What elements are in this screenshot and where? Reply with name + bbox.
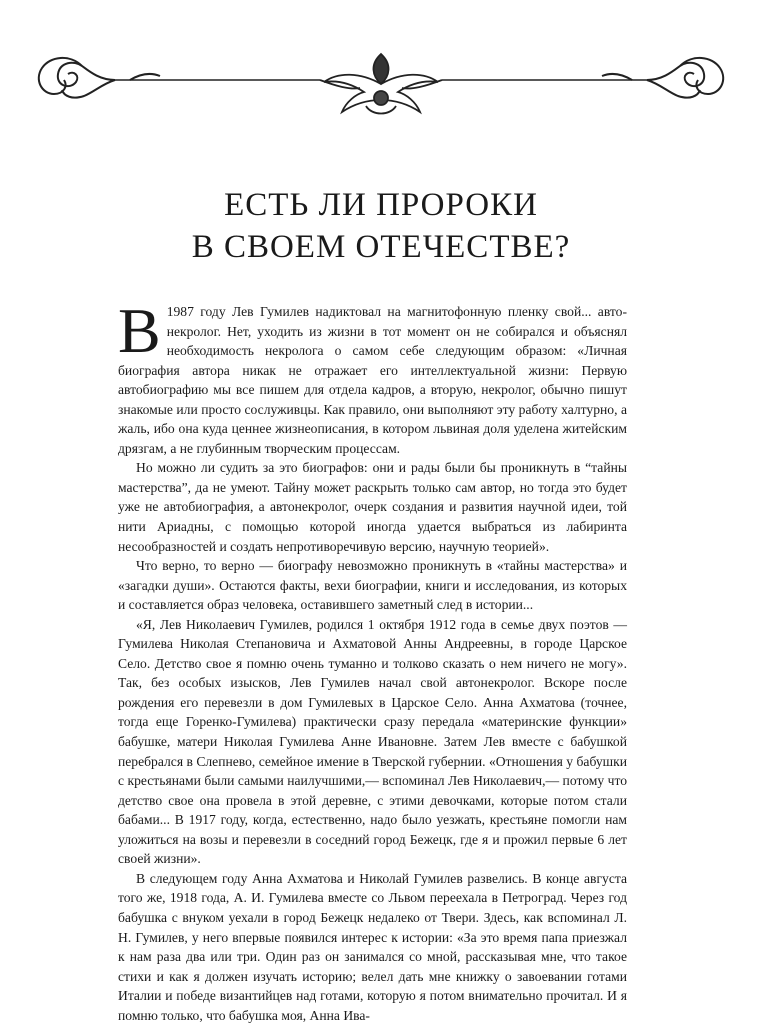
paragraph-3: Что верно, то верно — биографу невозможно проникнуть в «тайны мастерства» и «загадки души». Остаются факты, вехи биографии, книги и исследования, из которых и составляется образ человека, оставившего заметный след в истории...	[118, 558, 627, 613]
left-scroll-ornament	[39, 58, 160, 98]
drop-cap: В	[118, 295, 161, 366]
decorative-ornament-header	[20, 50, 742, 120]
paragraph-5: В следующем году Анна Ахматова и Николай Гумилев развелись. В конце августа того же, 1918 года, А. И. Гумилева вместе со Львом переехала в Петроград. Через год бабушка с внуком уехали в город Бежецк недалеко от Твери. Здесь, как вспоминал Л. Н. Гумилев, у него впервые появился интерес к истории: «За это время папа приезжал к нам раза два или три. Один раз он занимался со мной, рассказывая мне, что такое стихи и как я должен изучать историю; велел дать мне книжку о завоевании готами Италии и победе византийцев над готами, которую я потом внимательно прочитал. И я помню только, что бабушка моя, Анна Ива-	[118, 870, 627, 1023]
center-acanthus-ornament	[320, 54, 442, 114]
paragraph-4: «Я, Лев Николаевич Гумилев, родился 1 октября 1912 года в семье двух поэтов — Гумилева Николая Степановича и Ахматовой Анны Андреевны, в городе Царское Село. Детство свое я помню очень туманно и толково сказать о нем ничего не могу». Так, без особых изысков, Лев Гумилев начал свой автонекролог. Вскоре после рождения его перевезли в дом Гумилевых в Царское Село. Анна Ахматова (точнее, тогда еще Горенко-Гумилева) практически сразу передала «материнские функции» бабушке, матери Николая Гумилева Анне Ивановне. Затем Лев вместе с бабушкой перебрался в Слепнево, семейное имение в Тверской губернии. «Отношения у бабушки с крестьянами были самыми наилучшими,— вспоминал Лев Николаевич,— потому что детство свое она провела в этой деревне, с этими девочками, которые потом стали бабами... В 1917 году, когда, естественно, надо было уезжать, крестьяне помогли нам уложиться на возы и перевезли в соседний город Бежецк, где я и прожил первые 6 лет своей жизни».	[118, 616, 627, 867]
article-body	[118, 295, 627, 1025]
paragraph-2: Но можно ли судить за это биографов: они и рады были бы проникнуть в “тайны мастерства”, да не умеют. Тайну может раскрыть только сам автор, но тогда это будет уже не автобиография, а автонекролог, очерк создания и развития научной идеи, той нити Ариадны, с помощью которой иногда удается выбраться из лабиринта несообразностей и создать непротиворечивую версию, научную теорией».	[118, 460, 627, 554]
chapter-title-line-2: В СВОЕМ ОТЕЧЕСТВЕ?	[191, 229, 571, 265]
chapter-title	[0, 184, 762, 268]
paragraph-1: В 1987 году Лев Гумилев надиктовал на магнитофонную пленку свой... авто-некролог. Нет, уходить из жизни в тот момент он не собирался и объяснял необходимость некролога о самом себе следующим образом: «Личная биография автора никак не отражает его интеллектуальной жизни: Первую автобиографию мы все пишем для отдела кадров, а вторую, некролог, обычно пишут знакомые или просто сослуживцы. Как правило, они выполняют эту работу халтурно, а жаль, ибо она куда ценнее жизнеописания, в котором львиная доля уделена житейским дрязгам, а не глубинным творческим процессам.	[118, 295, 627, 456]
right-scroll-ornament	[602, 58, 723, 98]
chapter-title-line-1: ЕСТЬ ЛИ ПРОРОКИ	[224, 187, 538, 223]
